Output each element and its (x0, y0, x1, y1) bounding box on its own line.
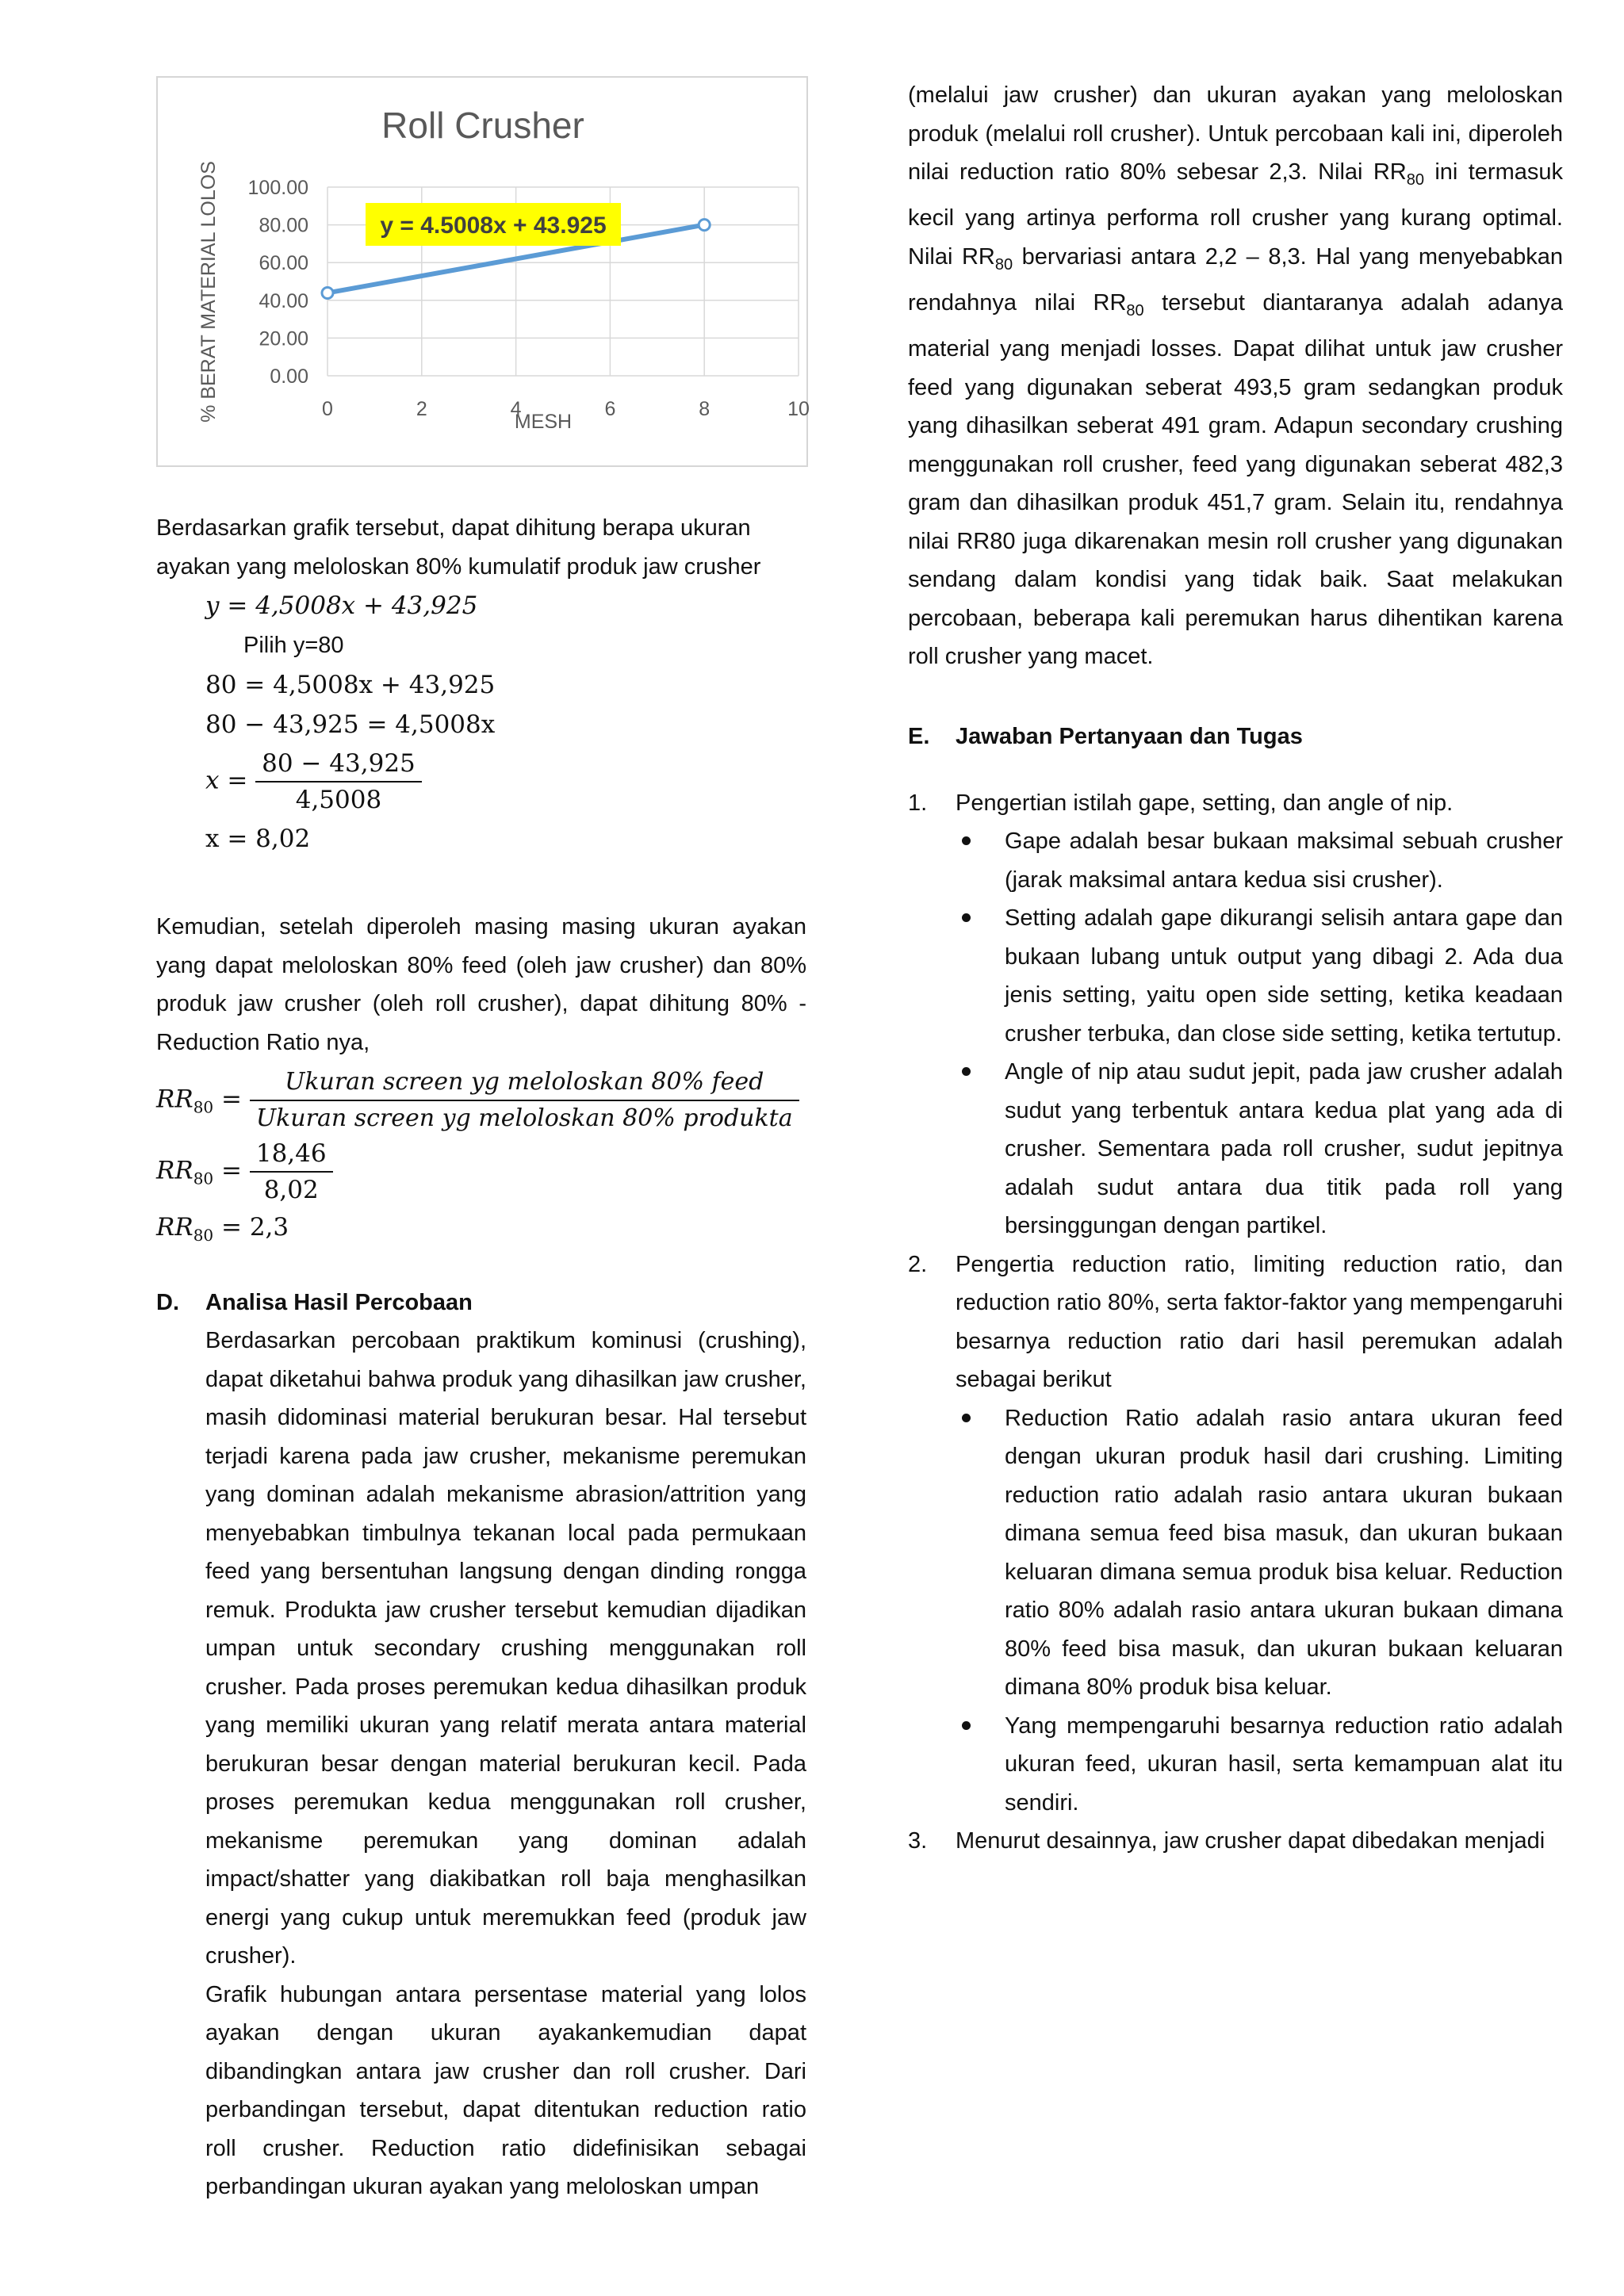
q1-bullets (908, 822, 1563, 1246)
rr2-eq: = (221, 1156, 242, 1185)
x-tick-label: 10 (787, 398, 810, 420)
bullet-dot-icon (962, 1721, 971, 1730)
q2-b2-text: Yang mempengaruhi besarnya reduction ratio adalah ukuran feed, ukuran hasil, serta kemampuan alat itu sendiri. (1005, 1712, 1563, 1816)
y-axis-label: % BERAT MATERIAL LOLOS (197, 161, 220, 423)
section-d-body (156, 1322, 806, 2206)
rr1-sub: 80 (193, 1097, 214, 1117)
equation-5: x = 8,02 (205, 825, 311, 853)
q3-text: Menurut desainnya, jaw crusher dapat dibedakan menjadi (956, 1828, 1545, 1854)
rp1-a: (melalui jaw crusher) dan ukuran ayakan yang meloloskan produk (melalui roll crusher). Untuk percobaan kali ini, diperoleh nilai reduction ratio 80% sebesar 2,3. Nilai RR (908, 82, 1563, 185)
left-column (156, 509, 806, 2206)
chart-title: Roll Crusher (381, 105, 584, 146)
rp1-sub-b: 80 (994, 255, 1013, 274)
y-tick-label: 0.00 (270, 365, 308, 388)
eq4-denominator: 4,5008 (295, 786, 382, 814)
rr1-eq: = (221, 1085, 242, 1114)
y-tick-label: 60.00 (259, 252, 308, 275)
eq4-fraction (255, 746, 422, 817)
eq1-text: y = 4,5008x + 43,925 (205, 591, 478, 620)
q2-bullet-factors (956, 1707, 1563, 1823)
rr2-fraction (250, 1136, 333, 1207)
question-list (908, 784, 1563, 1861)
paragraph-kemudian: Kemudian, setelah diperoleh masing masing ukuran ayakan yang dapat meloloskan 80% feed (oleh jaw crusher) dan 80% produk jaw crusher (oleh roll crusher), dapat dihitung 80% - Reduction Ratio nya, (156, 914, 806, 1055)
q1-bullet-setting (956, 899, 1563, 1053)
rr1-label: RR (156, 1085, 193, 1114)
rr2-label: RR (156, 1156, 193, 1185)
x-tick-label: 4 (510, 398, 522, 420)
rr2-sub: 80 (193, 1169, 214, 1188)
bullet-dot-icon (962, 913, 971, 922)
equation-3: 80 − 43,925 = 4,5008x (205, 710, 496, 739)
rp1-c: bervariasi antara 2,2 – 8,3. Hal yang menyebabkan rendahnya nilai RR (908, 243, 1564, 316)
section-d-letter: D. (156, 1290, 179, 1316)
right-column (908, 76, 1563, 1861)
rr1-denominator: Ukuran screen yg meloloskan 80% produkta (255, 1104, 793, 1132)
rr3-label: RR (156, 1213, 193, 1242)
section-d-paragraph-1: Berdasarkan percobaan praktikum kominusi (crushing), dapat diketahui bahwa produk yang dihasilkan jaw crusher, masih didominasi material berukuran besar. Hal tersebut terjadi karena pada jaw crusher, mekanisme peremukan yang dominan adalah mekanisme abrasion/attrition yang menyebabkan timbulnya tekanan local pada permukaan feed yang bersentuhan langsung dengan dinding rongga remuk. Produkta jaw crusher tersebut kemudian dijadikan umpan untuk secondary crushing menggunakan roll crusher. Pada proses peremukan kedua dihasilkan produk yang memiliki ukuran yang relatif merata antara material berukuran besar dengan material berukuran kecil. Pada proses peremukan kedua menggunakan roll crusher, mekanisme peremukan yang dominan adalah impact/shatter yang diakibatkan roll baja menghasilkan energi yang cukup untuk meremukkan feed (produk jaw crusher). (205, 1328, 806, 1969)
q1-bullet-angle (956, 1053, 1563, 1246)
equation-block (156, 586, 806, 859)
section-d-paragraph-2: Grafik hubungan antara persentase material yang lolos ayakan dengan ukuran ayakankemudian dapat dibandingkan antara jaw crusher dan roll crusher. Dari perbandingan tersebut, dapat ditentukan reduction ratio roll crusher. Reduction ratio didefinisikan sebagai perbandingan ukuran ayakan yang meloloskan umpan (205, 1981, 806, 2200)
q1-number: 1. (908, 790, 928, 816)
x-tick-label: 0 (322, 398, 333, 420)
eq4-numerator: 80 − 43,925 (255, 746, 422, 783)
eq4-lhs: x = (205, 766, 248, 795)
y-tick-label: 40.00 (259, 289, 308, 312)
q2-b1-text: Reduction Ratio adalah rasio antara ukuran feed dengan ukuran produk hasil dari crushing. Limiting reduction ratio adalah rasio antara ukuran bukaan dimana semua feed bisa masuk, dan ukuran bukaan keluaran dimana semua produk bisa keluar. Reduction ratio 80% adalah rasio antara ukuran bukaan dimana 80% feed bisa masuk, dan ukuran bukaan keluaran dimana 80% produk bisa keluar. (1005, 1405, 1563, 1701)
intro-paragraph: Berdasarkan grafik tersebut, dapat dihitung berapa ukuran ayakan yang meloloskan 80% kumulatif produk jaw crusher (156, 515, 761, 580)
rr1-fraction (250, 1065, 799, 1136)
section-d-title: Analisa Hasil Percobaan (205, 1290, 473, 1316)
data-point (699, 220, 710, 231)
x-tick-label: 8 (699, 398, 710, 420)
section-e-heading (908, 718, 1563, 756)
x-tick-label: 2 (416, 398, 427, 420)
question-3 (908, 1822, 1563, 1861)
y-tick-label: 100.00 (247, 177, 308, 199)
section-d-heading (156, 1284, 806, 1322)
pilih-y: Pilih y=80 (243, 633, 344, 658)
y-tick-label: 20.00 (259, 327, 308, 350)
rp1-sub-c: 80 (1126, 301, 1144, 320)
rr1-numerator: Ukuran screen yg meloloskan 80% feed (250, 1065, 799, 1101)
rp1-d: tersebut diantaranya adalah adanya material yang menjadi losses. Dapat dilihat untuk jaw crusher feed yang digunakan seberat 493,5 gram sedangkan produk yang dihasilkan seberat 491 gram. Adapun secondary crushing menggunakan roll crusher, feed yang digunakan seberat 482,3 gram dan dihasilkan produk 451,7 gram. Selain itu, rendahnya nilai RR80 juga dikarenakan mesin roll crusher yang digunakan sendang dalam kondisi yang tidak baik. Saat melakukan percobaan, beberapa kali peremukan harus dihentikan karena roll crusher yang macet. (908, 290, 1563, 670)
bullet-dot-icon (962, 1067, 971, 1076)
bullet-dot-icon (962, 836, 971, 845)
data-point (322, 287, 333, 298)
rr-equation-1 (156, 1065, 806, 1136)
rp1-b: ini termasuk kecil yang artinya performa roll crusher yang kurang optimal. Nilai RR (908, 159, 1563, 270)
x-axis-label: MESH (514, 411, 573, 433)
x-tick-label: 6 (604, 398, 616, 420)
q2-number: 2. (908, 1251, 928, 1277)
roll-crusher-chart (156, 76, 808, 467)
equation-4 (205, 746, 806, 817)
right-paragraph-1 (908, 76, 1563, 676)
rr3-sub: 80 (193, 1226, 214, 1246)
rr2-denominator: 8,02 (263, 1176, 319, 1204)
question-1 (908, 784, 1563, 823)
section-e-letter: E. (908, 723, 930, 749)
q1-b1-text: Gape adalah besar bukaan maksimal sebuah crusher (jarak maksimal antara kedua sisi crusher). (1005, 828, 1563, 893)
q1-b3-text: Angle of nip atau sudut jepit, pada jaw crusher adalah sudut yang terbentuk antara kedua plat yang ada di crusher. Sementara pada roll crusher, sudut jepitnya adalah sudut antara dua titik pada roll yang bersinggungan dengan partikel. (1005, 1059, 1563, 1239)
chart-svg (158, 78, 810, 465)
question-2 (908, 1246, 1563, 1399)
trendline-label: y = 4.5008x + 43.925 (380, 212, 607, 239)
q2-bullet-reduction-ratio (956, 1399, 1563, 1707)
section-e-title: Jawaban Pertanyaan dan Tugas (956, 723, 1303, 749)
q1-text: Pengertian istilah gape, setting, dan angle of nip. (956, 790, 1454, 816)
rr-block (156, 1065, 806, 1255)
y-tick-label: 80.00 (259, 214, 308, 237)
q3-number: 3. (908, 1828, 928, 1854)
bullet-dot-icon (962, 1414, 971, 1422)
equation-1 (205, 586, 806, 626)
rr-equation-2 (156, 1136, 806, 1207)
rr-equation-3 (156, 1207, 806, 1255)
q2-bullets (908, 1399, 1563, 1823)
rp1-sub-a: 80 (1406, 170, 1424, 189)
q1-bullet-gape (956, 822, 1563, 899)
q2-text: Pengertia reduction ratio, limiting reduction ratio, dan reduction ratio 80%, serta faktor-faktor yang mempengaruhi besarnya reduction ratio dari hasil peremukan adalah sebagai berikut (956, 1251, 1563, 1393)
equation-2: 80 = 4,5008x + 43,925 (205, 671, 496, 699)
rr2-numerator: 18,46 (250, 1136, 333, 1173)
q1-b2-text: Setting adalah gape dikurangi selisih antara gape dan bukaan lubang untuk output yang dibagi 2. Ada dua jenis setting, yaitu open side setting, ketika keadaan crusher terbuka, dan close side setting, ketika tertutup. (1005, 905, 1563, 1047)
rr3-value: = 2,3 (221, 1213, 289, 1242)
